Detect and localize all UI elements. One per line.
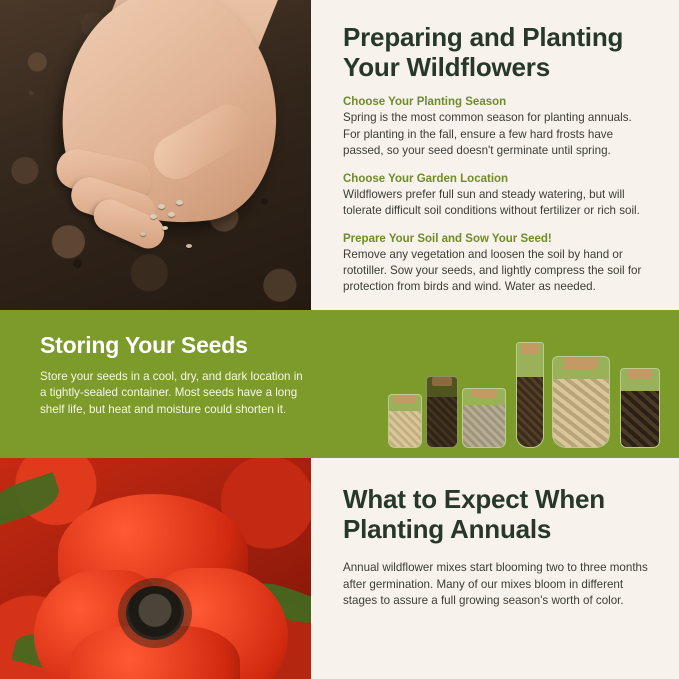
subhead-prepare-soil: Prepare Your Soil and Sow Your Seed! <box>343 232 552 245</box>
seed-jar <box>426 376 458 448</box>
seed-dot <box>140 232 146 236</box>
expect-text-column <box>311 458 679 679</box>
body-prepare-soil: Remove any vegetation and loosen the soil by hand or rototiller. Sow your seeds, and lightly compress the soil for protection from birds and wind. Water as needed. <box>343 247 642 294</box>
seed-dot <box>162 226 168 230</box>
cork-stopper <box>471 389 497 397</box>
cork-stopper <box>628 369 652 379</box>
section-preparing-and-planting <box>0 0 679 310</box>
jar-contents <box>553 379 609 447</box>
body-garden-location: Wildflowers prefer full sun and steady watering, but will tolerate difficult soil conditions without fertilizer or rich soil. <box>343 187 640 218</box>
section-title-expect: What to Expect When Planting Annuals <box>343 484 605 545</box>
cork-stopper <box>564 357 598 369</box>
seed-dot <box>176 200 183 205</box>
seed-jar <box>620 368 660 448</box>
body-expect: Annual wildflower mixes start blooming two to three months after germination. Many of our mixes bloom in different stages to assure a full growing season's worth of color. <box>343 561 648 608</box>
seed-dot <box>150 214 157 219</box>
section-title-storing: Storing Your Seeds <box>40 332 248 358</box>
planting-text-column <box>311 0 679 310</box>
seed-dot <box>168 212 175 217</box>
jar-contents <box>389 411 421 447</box>
page-title-planting: Preparing and Planting Your Wildflowers <box>343 22 624 83</box>
jar-contents <box>463 405 505 447</box>
body-planting-season: Spring is the most common season for planting annuals. For planting in the fall, ensure a few hard frosts have passed, so your seed doesn't germinate until spring. <box>343 111 632 158</box>
seed-jars-image <box>330 310 679 458</box>
hand-sowing-seeds-image <box>0 0 311 310</box>
jar-contents <box>427 397 457 447</box>
cork-stopper <box>521 343 539 354</box>
jar-contents <box>621 391 659 447</box>
cork-stopper <box>394 395 416 404</box>
body-storing: Store your seeds in a cool, dry, and dark location in a tightly-sealed container. Most seeds have a long shelf life, but heat and moisture could shorten it. <box>40 370 303 416</box>
seed-dot <box>158 204 165 209</box>
red-poppy-image <box>0 458 311 679</box>
jar-contents <box>517 377 543 447</box>
subhead-garden-location: Choose Your Garden Location <box>343 172 509 185</box>
seed-dot <box>186 244 192 248</box>
cork-stopper <box>432 377 452 386</box>
seed-jar <box>516 342 544 448</box>
seed-jar <box>388 394 422 448</box>
storing-text-column <box>0 310 330 458</box>
subhead-planting-season: Choose Your Planting Season <box>343 96 507 109</box>
seed-jar <box>462 388 506 448</box>
section-storing-your-seeds <box>0 310 679 458</box>
seed-jar <box>552 356 610 448</box>
poppy-center <box>126 586 184 640</box>
section-what-to-expect <box>0 458 679 679</box>
